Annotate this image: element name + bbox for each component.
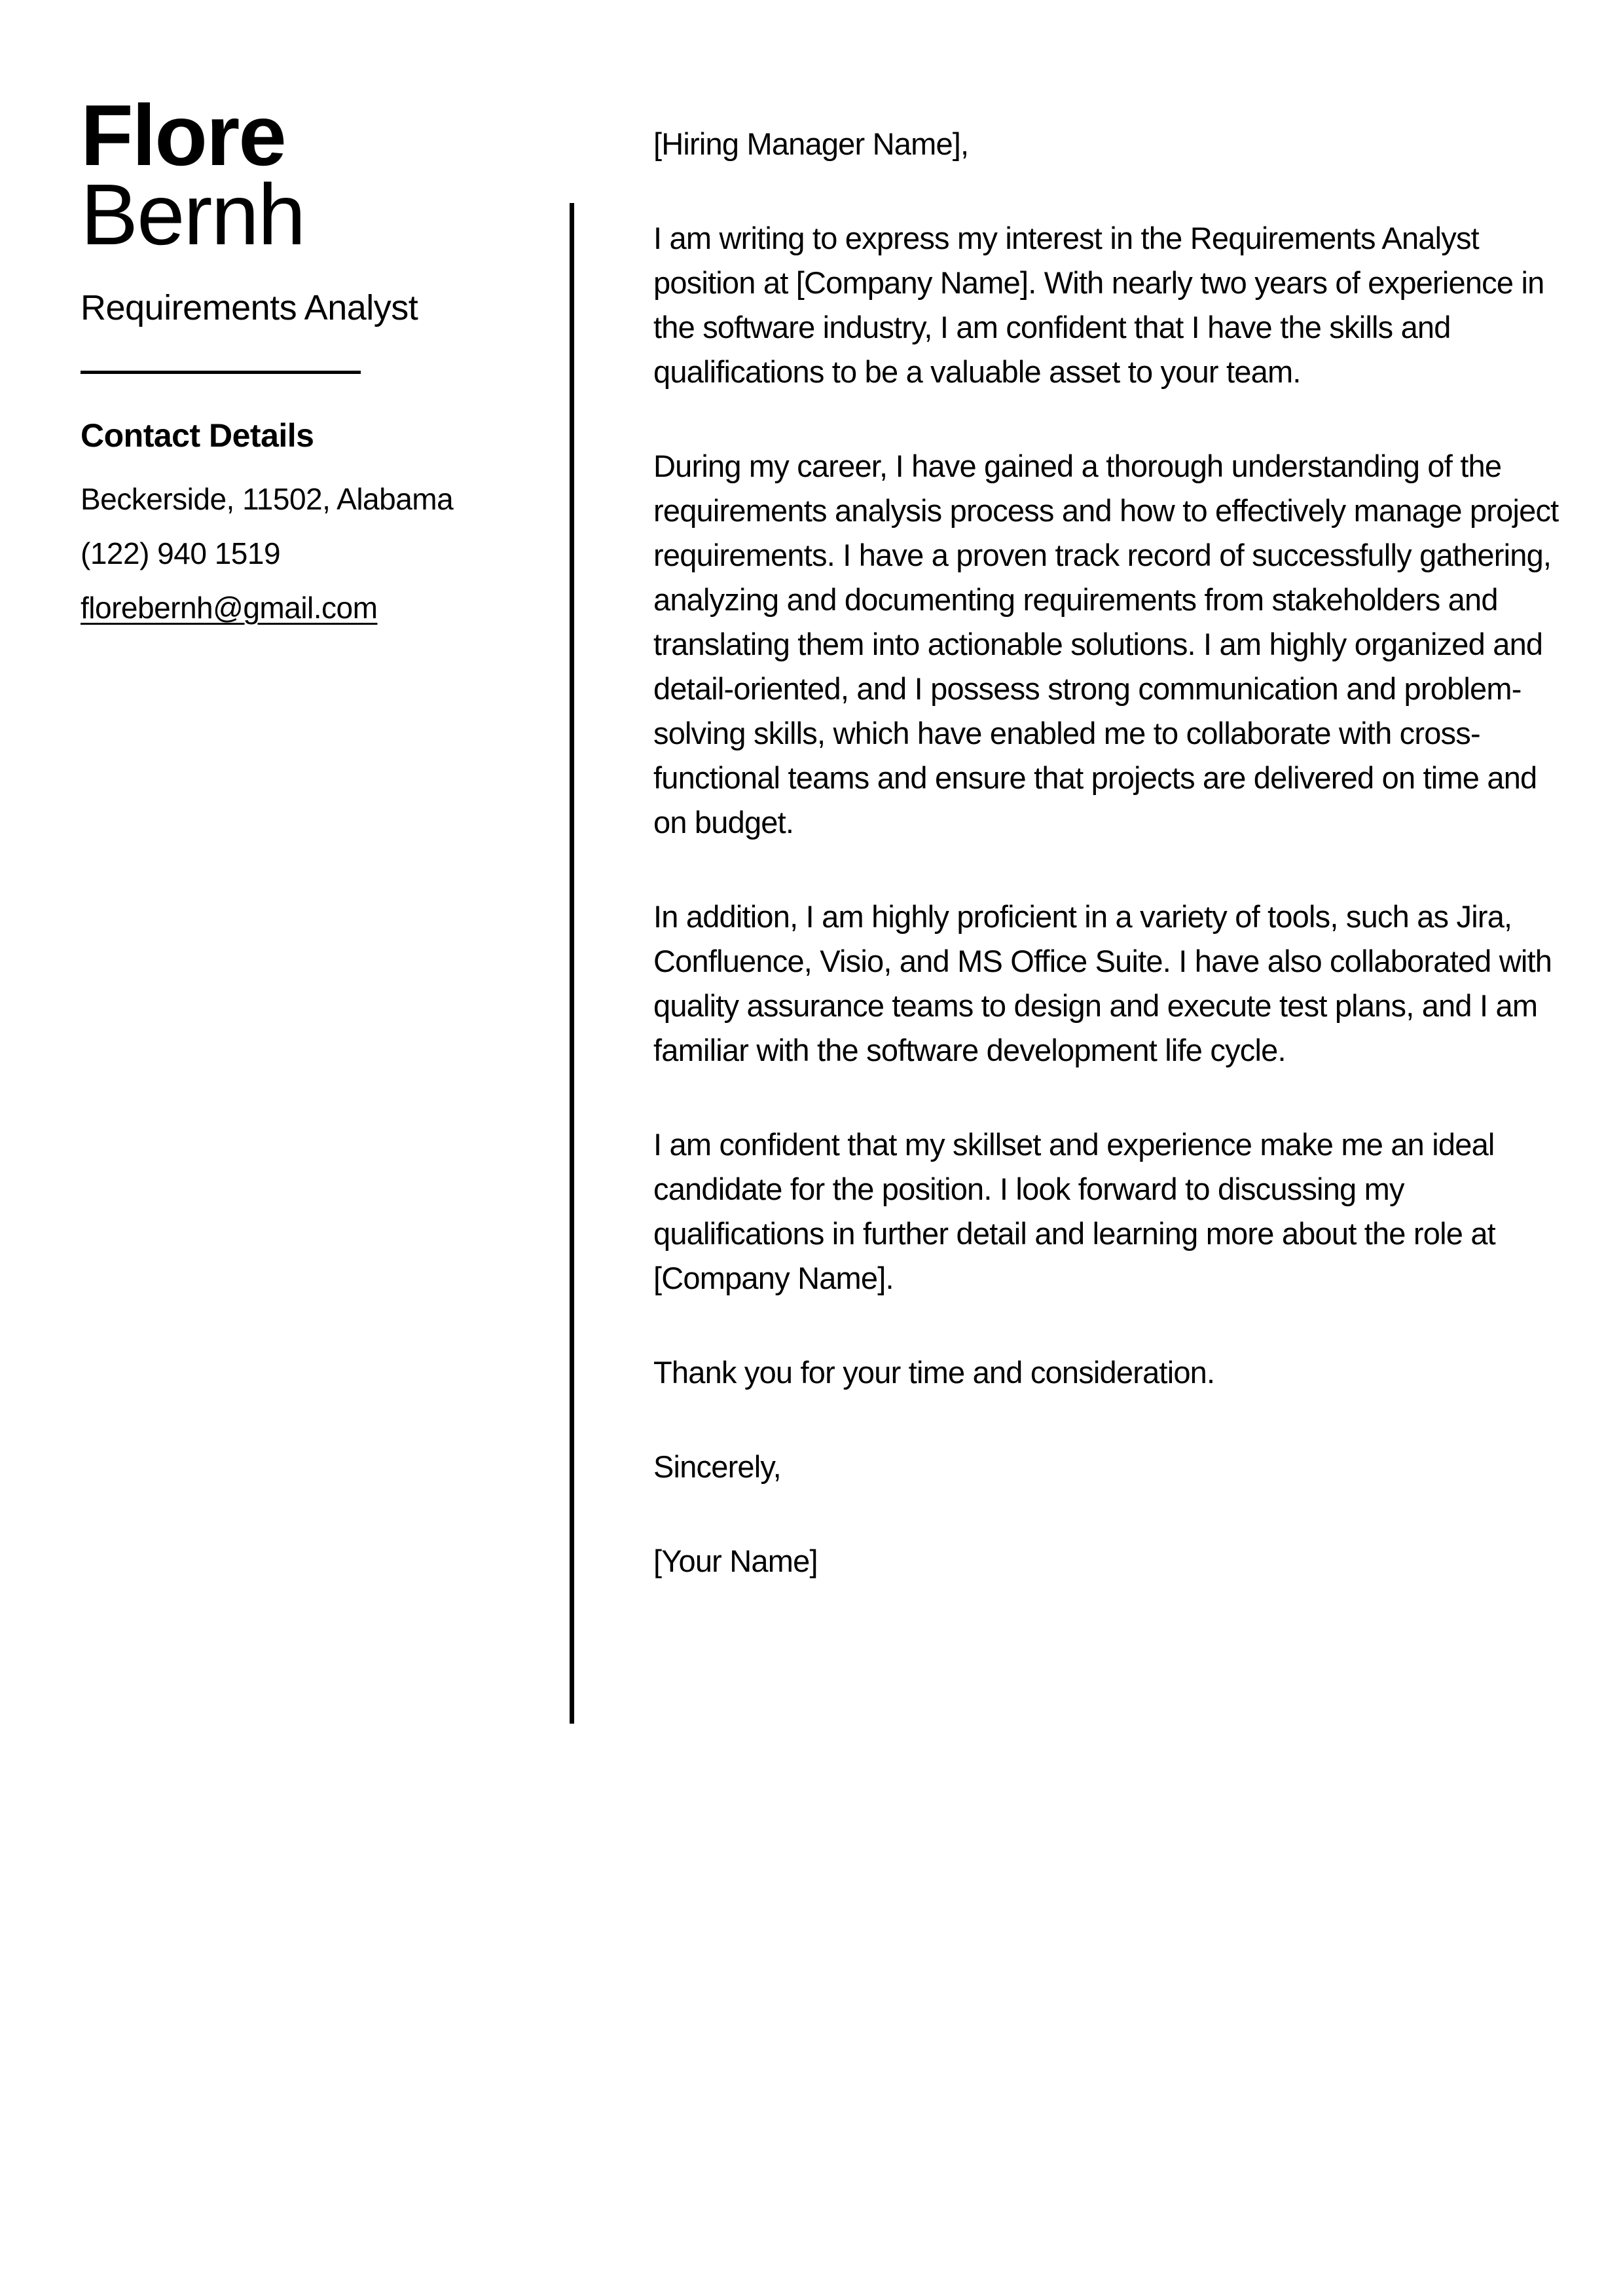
contact-address: Beckerside, 11502, Alabama	[81, 482, 454, 516]
sidebar	[81, 87, 526, 626]
letter-thanks: Thank you for your time and consideration.	[653, 1355, 1215, 1390]
letter-paragraph: During my career, I have gained a thorough understanding of the requirements analysis process and how to effectively manage project requirements. I have a proven track record of successfully gathering, analyzing and documenting requirements from stakeholders and translating them into actionable solutions. I am highly organized and detail-oriented, and I possess strong communication and problem-solving skills, which have enabled me to collaborate with cross-functional teams and ensure that projects are delivered on time and on budget.	[653, 449, 1559, 840]
contact-phone: (122) 940 1519	[81, 536, 281, 570]
contact-details-heading: Contact Details	[81, 417, 314, 454]
candidate-first-name: Flore	[81, 87, 285, 183]
email-link[interactable]: florebernh@gmail.com	[81, 591, 378, 625]
letter-body	[653, 122, 1570, 1583]
letter-signature: [Your Name]	[653, 1544, 818, 1578]
letter-closing: Sincerely,	[653, 1449, 781, 1484]
letter-vertical-divider	[570, 203, 574, 1724]
candidate-role: Requirements Analyst	[81, 288, 418, 327]
letter-paragraph: I am confident that my skillset and experience make me an ideal candidate for the position. I look forward to discussing my qualifications in further detail and learning more about the role at [Company Name].	[653, 1127, 1495, 1295]
letter-paragraph: I am writing to express my interest in the Requirements Analyst position at [Company Name]. With nearly two years of experience in the software industry, I am confident that I have the skills and qualifications to be a valuable asset to your team.	[653, 221, 1544, 389]
candidate-name	[81, 87, 526, 263]
sidebar-divider-line	[81, 371, 361, 374]
letter-paragraph: In addition, I am highly proficient in a variety of tools, such as Jira, Confluence, Visio, and MS Office Suite. I have also collaborated with quality assurance teams to design and execute test plans, and I am familiar with the software development life cycle.	[653, 899, 1552, 1067]
candidate-last-name: Bernh	[81, 166, 305, 263]
contact-email	[81, 590, 526, 626]
letter-greeting: [Hiring Manager Name],	[653, 126, 969, 161]
